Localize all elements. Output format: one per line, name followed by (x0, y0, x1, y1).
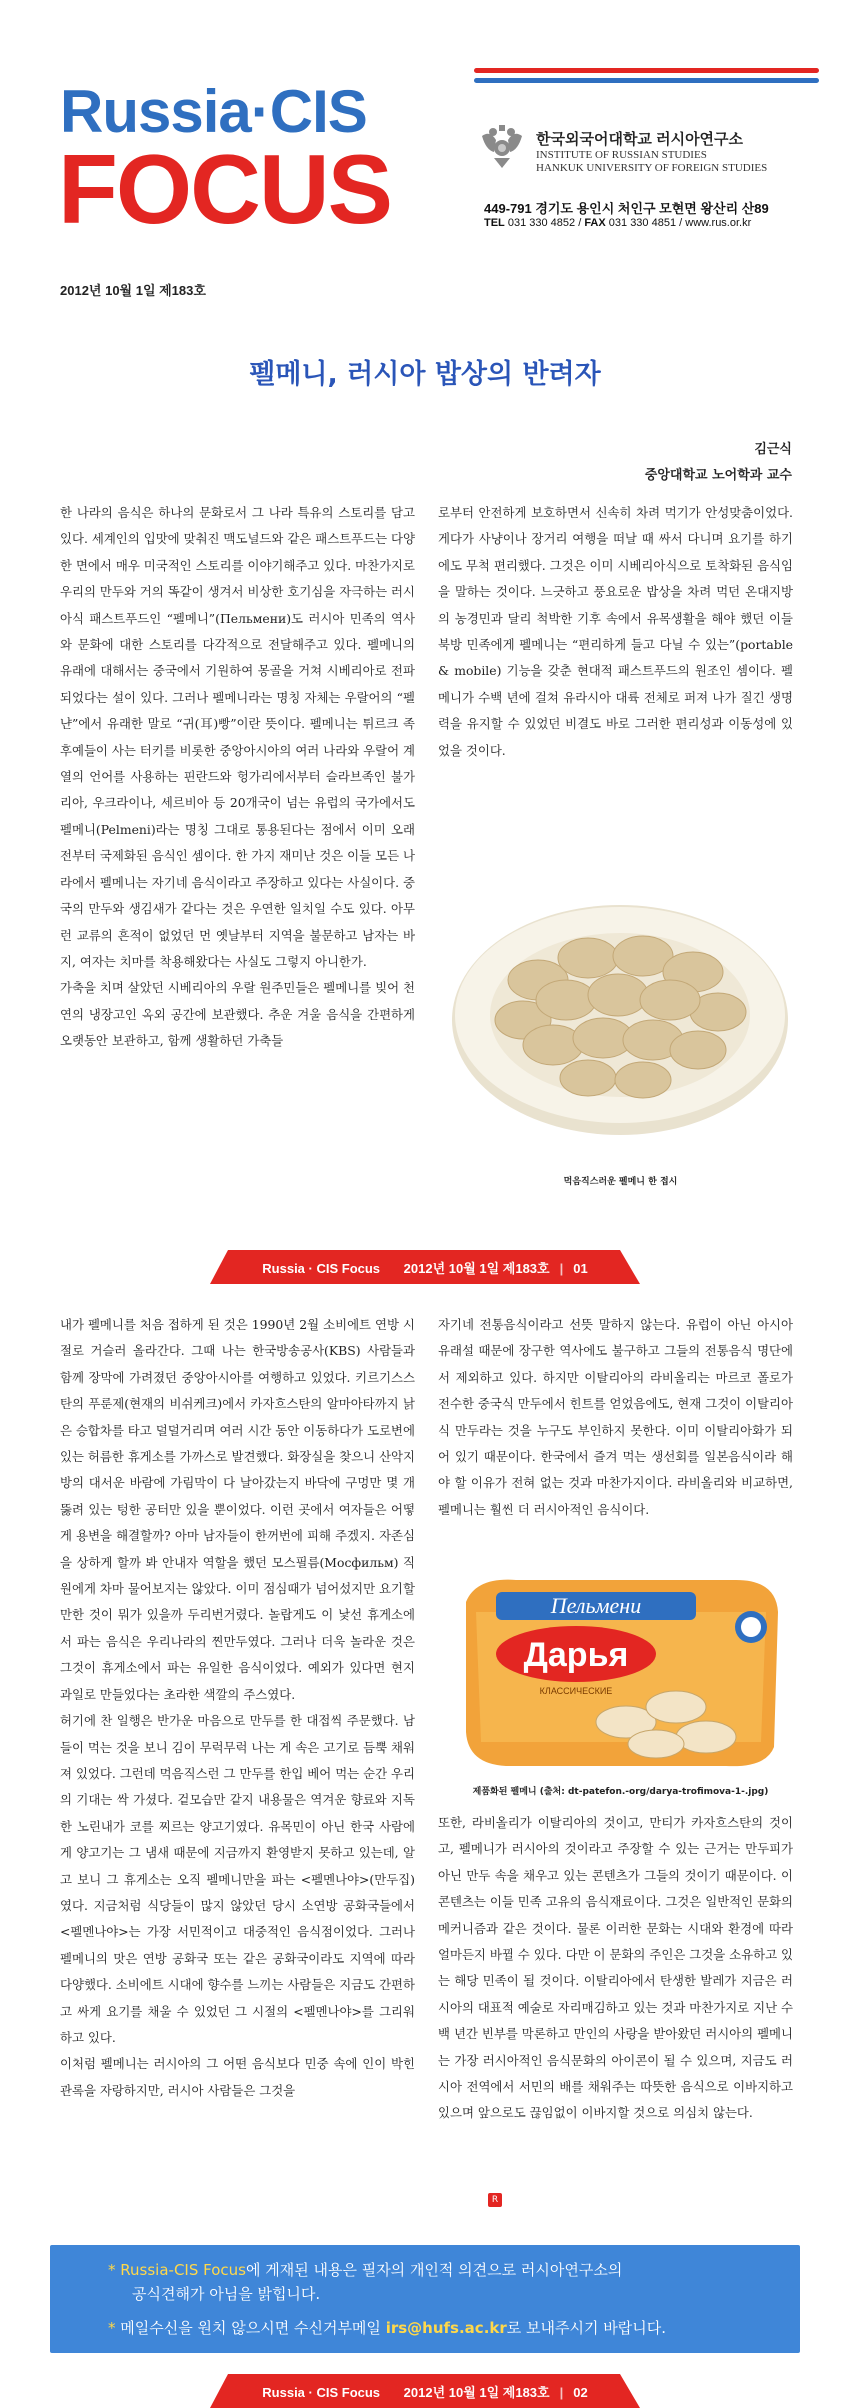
red-stripe (474, 68, 819, 73)
page-number: 01 (573, 1261, 588, 1276)
tel: 031 330 4852 (507, 217, 576, 229)
issue-date: 2012년 10월 1일 제183호 (60, 283, 206, 298)
university-name-english: HANKUK UNIVERSITY OF FOREIGN STUDIES (536, 162, 768, 174)
logo-focus: FOCUS (58, 134, 391, 244)
page-footer-2: Russia · CIS Focus 2012년 10월 1일 제183호 | 02 (0, 2374, 850, 2408)
notice-line-3-post: 로 보내주시기 바랍니다. (506, 2319, 666, 2337)
fax: 031 330 4851 (608, 217, 677, 229)
institute-name-english: INSTITUTE OF RUSSIAN STUDIES (536, 149, 707, 161)
author-affiliation: 중앙대학교 노어학과 교수 (644, 468, 792, 483)
body-column-4: 자기네 전통음식이라고 선뜻 말하지 않는다. 유럽이 아닌 아시아 유래설 때문에 장구한 역사에도 불구하고 그들의 전통음식 명단에서 제외하고 있다. 하지만 이탈리아의 라비올리는 마르코 폴로가 전수한 중국식 만두에서 힌트를 얻었음에도, 현재 그것이 이탈리아식 만두라는 것을 누구도 부인하지 못한다. 이미 이탈리아화가 되어 있기 때문이다. 한국에서 즐겨 먹는 생선회를 일본음식이라 해야 할 이유가 전혀 없는 것과 마찬가지이다. 라비올리와 비교하면, 펠메니는 훨씬 더 러시아적인 음식이다. (438, 1317, 793, 1517)
photo-caption-pelmeni-plate: 먹음직스러운 펠메니 한 접시 (563, 1177, 678, 1187)
notice-line-1-text: 에 게재된 내용은 필자의 개인적 의견으로 러시아연구소의 (245, 2261, 623, 2279)
pelmeni-plate-photo (448, 860, 793, 1150)
tel-label: TEL (484, 217, 505, 229)
double-headed-eagle-emblem-icon (478, 122, 526, 172)
footer-brand: Russia · CIS Focus (262, 2385, 381, 2400)
notice-bullet: * (108, 2261, 116, 2279)
package-brand-name: Дарья (523, 1636, 629, 1674)
header-stripes (474, 68, 819, 83)
notice-box (50, 2245, 800, 2353)
notice-line-3 (108, 2317, 666, 2338)
package-sub: КЛАССИЧЕСКИЕ (539, 1686, 613, 1696)
institute-name-korean: 한국외국어대학교 러시아연구소 (536, 131, 744, 148)
photo-caption-packaged-pelmeni: 제품화된 펠메니 (출처: dt-patefon.-org/darya-trofimova-1-.jpg) (472, 1787, 769, 1797)
contact-info: TEL 031 330 4852 / FAX 031 330 4851 / www.rus.or.kr (484, 217, 752, 229)
package-brand-top: Пельмени (550, 1593, 642, 1618)
body-column-2: 로부터 안전하게 보호하면서 신속히 차려 먹기가 안성맞춤이었다. 게다가 사냥이나 장거리 여행을 떠날 때 싸서 다니며 요기를 하기에도 무척 편리했다. 그것은 이미 시베리아식으로 토착화된 음식임을 말하는 것이다. 느긋하고 풍요로운 밥상을 차려 먹던 온대지방의 농경민과 달리 척박한 기후 속에서 유목생활을 해야 했던 이들 북방 민족에게 펠메니는 “편리하게 들고 다닐 수 있는”(portable & mobile) 기능을 갖춘 현대적 패스트푸드의 원조인 셈이다. 펠메니가 수백 년에 걸쳐 유라시아 대륙 전체로 퍼져 나가 질긴 생명력을 유지할 수 있었던 비결도 바로 그러한 편리성과 이동성에 있었을 것이다. (438, 505, 793, 758)
footer-issue: 2012년 10월 1일 제183호 (403, 1261, 550, 1276)
page-footer-1: Russia · CIS Focus 2012년 10월 1일 제183호 | 01 (0, 1250, 850, 1284)
notice-line-1 (108, 2259, 622, 2280)
notice-bullet-2: * (108, 2319, 116, 2337)
notice-line-3-pre: 메일수신을 원치 않으시면 수신거부메일 (120, 2319, 381, 2337)
body-column-3: 내가 펠메니를 처음 접하게 된 것은 1990년 2월 소비에트 연방 시절로 거슬러 올라간다. 그때 나는 한국방송공사(KBS) 사람들과 함께 장막에 가려졌던 중앙아시아를 여행하고 있었다. 키르기스스탄의 푸룬제(현재의 비쉬케크)에서 카자흐스탄의 알마아타까지 낡은 승합차를 타고 덜덜거리며 여러 시간 동안 이동하다가 도로변에 있는 허름한 휴게소를 가까스로 발견했다. 화장실을 찾으니 산악지방의 대서운 바람에 가림막이 다 날아갔는지 바닥에 구멍만 몇 개 뚫려 있는 텅한 공터만 있을 뿐이었다. 이런 곳에서 여자들은 어떻게 용변을 해결할까? 아마 남자들이 한꺼번에 피해 주겠지. 자존심을 상하게 할까 봐 안내자 역할을 했던 모스필름(Мосфильм) 직원에게 차마 물어보지는 않았다. 이미 점심때가 넘어섰지만 요기할 만한 것이 뭐가 있을까 두리번거렸다. 놀랍게도 이 낯선 휴게소에서 파는 음식은 우리나라의 찐만두였다. 그러나 더욱 놀라운 것은 그것이 휴게소에서 파는 유일한 음식이었다. 예외가 있다면 현지 과일로 만들었다는 초라한 색깔의 주스였다. 허기에 찬 일행은 반가운 마음으로 만두를 한 대접씩 주문했다. 남들이 먹는 것을 보니 김이 무럭무럭 나는 게 속은 고기로 듬뿍 채워져 있었다. 그런데 먹음직스런 그 만두를 한입 베어 먹는 순간 우리의 기대는 싹 가셨다. 겉모습만 같지 내용물은 역겨운 향료와 지독한 노린내가 코를 찌르는 양고기였다. 유목민이 아닌 한국 사람에게 양고기는 그 냄새 때문에 지금까지 환영받지 못하고 있는데, 알고 보니 그 휴게소는 오직 펠메니만을 파는 <펠멘나야>(만두집)였다. 지금처럼 식당들이 많지 않았던 당시 소연방 공화국들에서 <펠멘나야>는 가장 서민적이고 대중적인 음식점이었다. 그러나 펠메니의 맛은 연방 공화국 또는 같은 공화국이라도 지역에 따라 다양했다. 소비에트 시대에 향수를 느끼는 사람들은 지금도 간편하고 싸게 요기를 채울 수 있었던 그 시절의 <펠멘나야>를 그리워하고 있다. 이처럼 펠메니는 러시아의 그 어떤 음식보다 민중 속에 인이 박힌 관록을 자랑하지만, 러시아 사람들은 그것을 (60, 1317, 415, 2098)
body-column-1: 한 나라의 음식은 하나의 문화로서 그 나라 특유의 스토리를 담고 있다. 세계인의 입맛에 맞춰진 맥도널드와 같은 패스트푸드는 다양한 면에서 매우 미국적인 스토리를 이야기해주고 있다. 마찬가지로 우리의 만두와 거의 똑같이 생겨서 비상한 호기심을 자극하는 러시아식 패스트푸드인 “펠메니”(Пельмени)도 러시아 민족의 역사와 문화에 대한 스토리를 다각적으로 전달해주고 있다. 펠메니의 유래에 대해서는 중국에서 기원하여 몽골을 거쳐 시베리아로 전파되었다는 설이 있다. 그러나 펠메니라는 명칭 자체는 우랄어의 “펠냔”에서 유래한 말로 “귀(耳)빵”이란 뜻이다. 펠메니는 튀르크 족 후예들이 사는 터키를 비롯한 중앙아시아의 여러 나라와 우랄어 계열의 언어를 사용하는 핀란드와 헝가리에서부터 슬라브족인 불가리아, 우크라이나, 세르비아 등 20개국이 넘는 유럽의 국가에서도 펠메니(Pelmeni)라는 명칭 그대로 통용된다는 점에서 이미 오래전부터 국제화된 음식인 셈이다. 한 가지 재미난 것은 이들 모든 나라에서 펠메니는 자기네 음식이라고 주장하고 있다는 사실이다. 중국의 만두와 생김새가 같다는 것은 우연한 일치일 수도 있다. 아무런 교류의 흔적이 없었던 먼 옛날부터 지역을 불문하고 남자는 바지, 여자는 치마를 착용해왔다는 사실도 그렇지 아니한가. 가축을 치며 살았던 시베리아의 우랄 원주민들은 펠메니를 빚어 천연의 냉장고인 옥외 공간에 보관했다. 추운 겨울 음식을 간편하게 오랫동안 보관하고, 함께 생활하던 가축들 (60, 505, 415, 1049)
website-link[interactable]: www.rus.or.kr (685, 217, 752, 229)
page-number: 02 (573, 2385, 588, 2400)
article-title: 펠메니, 러시아 밥상의 반려자 (249, 359, 601, 390)
address: 449-791 경기도 용인시 처인구 모현면 왕산리 산89 (484, 201, 769, 216)
fax-label: FAX (584, 217, 606, 229)
body-column-5: 또한, 라비올리가 이탈리아의 것이고, 만티가 카자흐스탄의 것이고, 펠메니가 러시아의 것이라고 주장할 수 있는 근거는 만두피가 아닌 만두 속을 채우고 있는 콘텐츠가 그들의 것이기 때문이다. 이 콘텐츠는 이들 민족 고유의 음식재료이다. 그것은 일반적인 문화의 메커니즘과 같은 것이다. 물론 이러한 문화는 시대와 환경에 따라 얼마든지 바뀔 수 있다. 다만 이 문화의 주인은 그것을 소유하고 있는 해당 민족이 될 것이다. 이탈리아에서 탄생한 발레가 지금은 러시아의 대표적 예술로 자리매김하고 있는 것과 마찬가지로 지난 수백 년간 빈부를 막론하고 만인의 사랑을 받아왔던 러시아의 펠메니는 가장 러시아적인 음식문화의 아이콘이 될 수 있으며, 지금도 러시아 전역에서 서민의 배를 채워주는 따뜻한 음식으로 이바지하고 있으며 앞으로도 끊임없이 이바지할 것으로 의심치 않는다. (438, 1815, 793, 2121)
author-name: 김근식 (754, 442, 792, 457)
end-mark-icon: R (488, 2193, 502, 2207)
logo-russia-cis: Russia·CIS (60, 78, 367, 145)
footer-brand: Russia · CIS Focus (262, 1261, 381, 1276)
unsubscribe-email-link[interactable]: irs@hufs.ac.kr (385, 2319, 507, 2337)
blue-stripe (474, 78, 819, 83)
footer-issue: 2012년 10월 1일 제183호 (403, 2385, 550, 2400)
notice-brand: Russia-CIS Focus (120, 2261, 246, 2279)
packaged-pelmeni-photo (456, 1572, 786, 1772)
notice-line-2: 공식견해가 아님을 밝힙니다. (132, 2285, 321, 2303)
